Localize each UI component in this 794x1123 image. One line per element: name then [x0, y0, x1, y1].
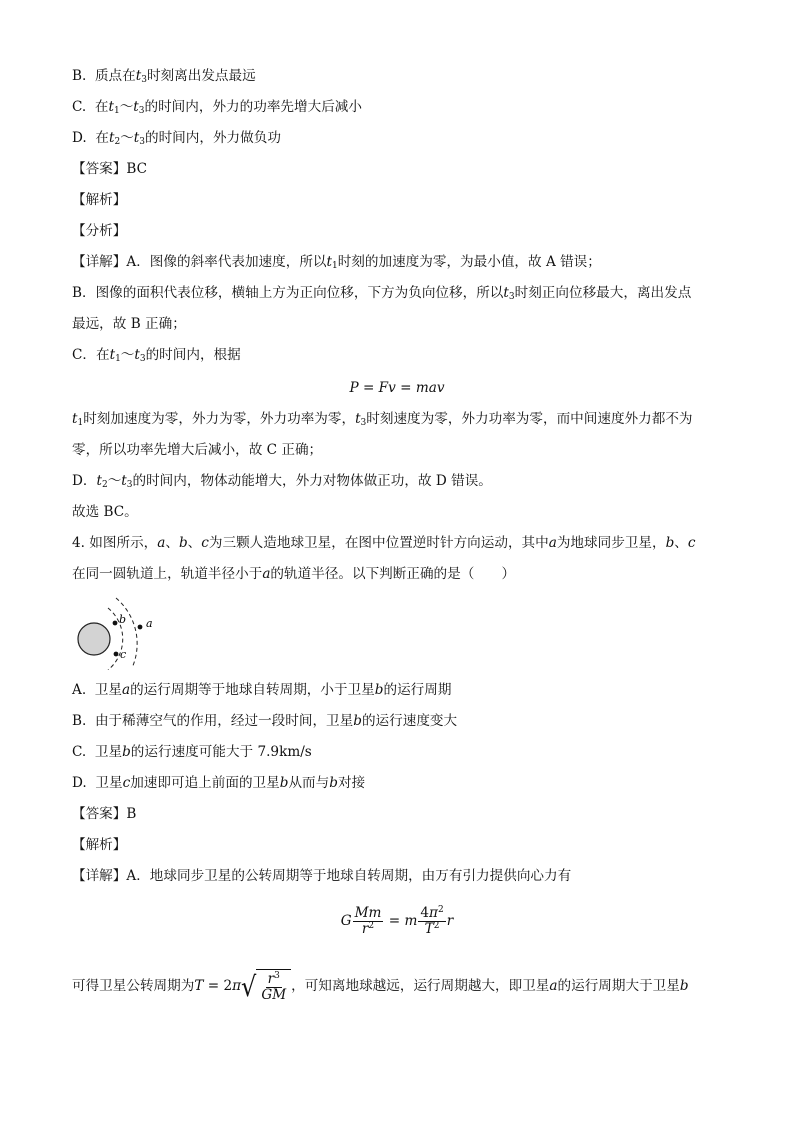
q3-detail-c-line3: 零，所以功率先增大后减小，故 C 正确；: [72, 442, 323, 458]
satellite-b-dot: [113, 621, 118, 626]
satellite-orbit-figure: [72, 596, 172, 674]
q4-option-c: C. 卫星b的运行速度可能大于 7.9km/s: [72, 744, 312, 760]
satellite-a-dot: [138, 625, 143, 630]
frac-4pi2-t2: $\frac{4\pi^2}{T^2}$: [420, 905, 444, 937]
frac-mm-r2: $\frac{Mm}{r^2}$: [354, 905, 382, 937]
q3-conclusion: 故选 BC。: [72, 504, 138, 520]
q4-detail-a: 【详解】A．地球同步卫星的公转周期等于地球自转周期，由万有引力提供向心力有: [72, 868, 572, 884]
q3-detail-c-line2: $t_1$时刻加速度为零，外力为零，外力功率为零，$t_3$时刻速度为零，外力功率为零，而中间速度外力都不为: [72, 411, 693, 428]
q3-option-c: C. 在$t_1\sim t_3$的时间内，外力的功率先增大后减小: [72, 99, 362, 116]
q3-option-d: D. 在$t_2\sim t_3$的时间内，外力做负功: [72, 130, 281, 147]
label-c: c: [120, 648, 127, 661]
q3-detail-b-line2: 最远，故 B 正确；: [72, 316, 186, 332]
q3-detail-c-line1: C．在$t_1\sim t_3$的时间内，根据: [72, 347, 241, 364]
orbit-diagram: [72, 596, 172, 670]
q3-detail-a: 【详解】A．图像的斜率代表加速度，所以$t_1$时刻的加速度为零，为最小值，故 A 错误；: [72, 254, 601, 271]
label-b: b: [119, 613, 127, 626]
formula-gravitation: G $\frac{Mm}{r^2}$ = m $\frac{4\pi^2}{T^2}$ r: [340, 905, 454, 937]
earth: [78, 623, 110, 655]
q4-stem-line2: 在同一圆轨道上，轨道半径小于a的轨道半径。以下判断正确的是（ ）: [72, 566, 516, 582]
q4-analysis-tag: 【解析】: [72, 837, 127, 853]
q3-answer: 【答案】BC: [72, 161, 148, 177]
satellite-c-dot: [114, 652, 119, 657]
sqrt-r3-gm: √ $\frac{r^3}{GM}$: [241, 969, 291, 1005]
q4-option-d: D. 卫星c加速即可追上前面的卫星b从而与b对接: [72, 775, 366, 791]
q3-option-b: B. 质点在$t_3$时刻离出发点最远: [72, 68, 256, 85]
q4-option-b: B. 由于稀薄空气的作用，经过一段时间，卫星b的运行速度变大: [72, 713, 458, 729]
q4-answer: 【答案】B: [72, 806, 137, 822]
label-a: a: [146, 617, 153, 630]
q3-detail-b-line1: B．图像的面积代表位移，横轴上方为正向位移，下方为负向位移，所以$t_3$时刻正向位移最大，离出发点: [72, 285, 692, 302]
q4-period-line: 可得卫星公转周期为T = 2π √ $\frac{r^3}{GM}$ ，可知离地球越远，运行周期越大，即卫星a的运行周期大于卫星b: [72, 970, 689, 1003]
q4-stem-line1: 4. 如图所示，a、b、c为三颗人造地球卫星，在图中位置逆时针方向运动，其中a为地球同步卫星，b、c: [72, 535, 696, 551]
formula-power: P = Fv = mav: [349, 380, 445, 396]
q4-option-a: A. 卫星a的运行周期等于地球自转周期，小于卫星b的运行周期: [72, 682, 452, 698]
q3-analysis-tag: 【解析】: [72, 192, 127, 208]
q3-detail-d: D．$t_2\sim t_3$的时间内，物体动能增大，外力对物体做正功，故 D 错误。: [72, 473, 492, 490]
q3-fenxi-tag: 【分析】: [72, 223, 127, 239]
